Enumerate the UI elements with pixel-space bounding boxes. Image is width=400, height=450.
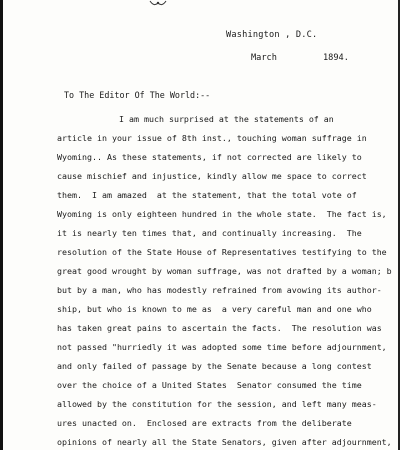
body-line: not passed "hurriedly it was adopted some time before adjournment,: [57, 342, 387, 352]
body-line: article in your issue of 8th inst., touching woman suffrage in: [57, 133, 367, 143]
body-line: Wyoming.. As these statements, if not corrected are likely to: [57, 152, 362, 162]
letter-date-year: 1894.: [323, 53, 349, 63]
body-line: allowed by the constitution for the session, and left many meas-: [57, 399, 377, 409]
body-line: cause mischief and injustice, kindly allow me space to correct: [57, 171, 367, 181]
body-line: but by a man, who has modestly refrained from avowing its author-: [57, 285, 382, 295]
body-line: ship, but who is known to me as a very careful man and one who: [57, 304, 372, 314]
body-line: I am much surprised at the statements of an: [119, 114, 334, 124]
letterhead-mark-icon: [148, 0, 168, 8]
letter-place: Washington , D.C.: [226, 30, 318, 40]
body-line: them. I am amazed at the statement, that the total vote of: [57, 190, 357, 200]
body-line: ures unacted on. Enclosed are extracts from the deliberate: [57, 418, 352, 428]
body-line: it is nearly ten times that, and continually increasing. The: [57, 228, 362, 238]
body-line: and only failed of passage by the Senate because a long contest: [57, 361, 372, 371]
body-line: has taken great pains to ascertain the facts. The resolution was: [57, 323, 382, 333]
page-left-edge: [0, 0, 3, 450]
letter-date-month: March: [251, 53, 277, 63]
body-line: over the choice of a United States Senator consumed the time: [57, 380, 362, 390]
letter-salutation: To The Editor Of The World:--: [64, 90, 211, 100]
body-line: opinions of nearly all the State Senators, given after adjournment,: [57, 437, 392, 447]
body-line: Wyoming is only eighteen hundred in the whole state. The fact is,: [57, 209, 387, 219]
body-line: great good wrought by woman suffrage, was not drafted by a woman; b: [57, 266, 392, 276]
body-line: resolution of the State House of Representatives testifying to the: [57, 247, 387, 257]
